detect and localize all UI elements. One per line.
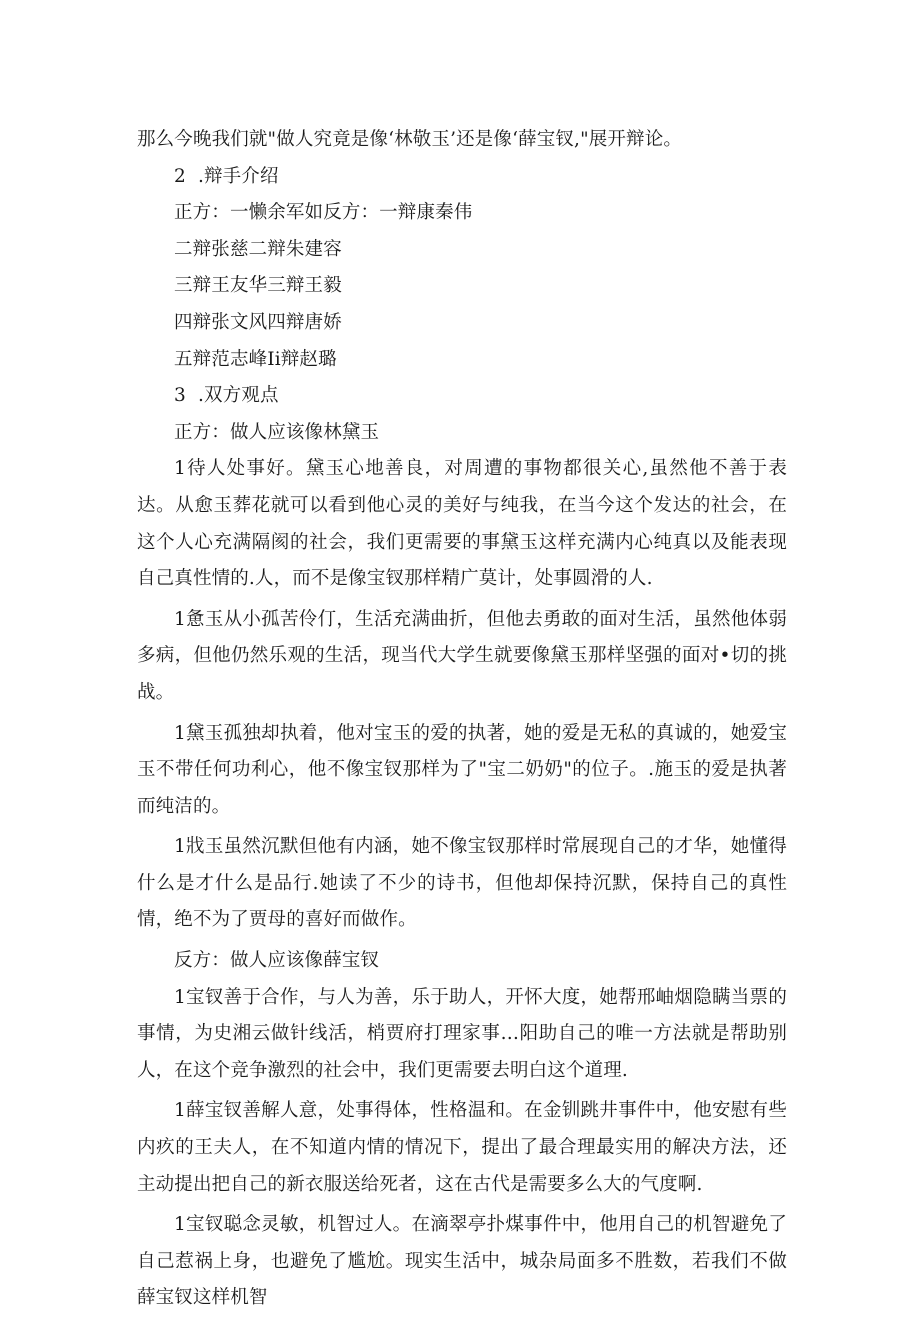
debater-list xyxy=(137,195,787,378)
debater-row: 四辩张文风四辩唐娇 xyxy=(174,311,342,333)
pro-point-paragraph: 1戕玉虽然沉默但他有内涵，她不像宝钗那样时常展现自己的才华，她懂得什么是才什么是品行.她读了不少的诗书，但他却保持沉默，保持自己的真性情，绝不为了贾母的喜好而做作。 xyxy=(137,836,787,931)
pro-points xyxy=(137,451,787,939)
debater-row: 二辩张慈二辩朱建容 xyxy=(174,238,342,260)
pro-heading: 正方：做人应该像林黛玉 xyxy=(174,421,380,443)
debater-row: 五辩范志峰Ii辩赵璐 xyxy=(174,348,337,370)
con-point-paragraph: 1薛宝钗善解人意，处事得体，性格温和。在金钏跳井事件中，他安慰有些内疚的王夫人，在不知道内情的情况下，提出了最合理最实用的解决方法，还主动提出把自己的新衣服送给死者，这在古代是需要多么大的气度啊. xyxy=(137,1100,787,1195)
debater-row: 三辩王友华三辩王毅 xyxy=(174,275,342,297)
con-points xyxy=(137,980,787,1317)
pro-point-paragraph: 1惫玉从小孤苦伶仃，生活充满曲折，但他去勇敢的面对生活，虽然他体弱多病，但他仍然乐观的生活，现当代大学生就要像黛玉那样坚强的面对•切的挑战。 xyxy=(137,608,787,703)
con-point-paragraph: 1宝钗聪念灵敏，机智过人。在滴翠亭扑煤事件中，他用自己的机智避免了自己惹祸上身，也避免了尴尬。现实生活中，城杂局面多不胜数，若我们不做薛宝钗这样机智 xyxy=(137,1214,787,1309)
section-heading-debaters: 2 .辩手介绍 xyxy=(174,165,279,187)
pro-point-paragraph: 1待人处事好。黛玉心地善良，对周遭的事物都很关心,虽然他不善于表达。从愈玉葬花就可以看到他心灵的美好与纯我，在当今这个发达的社会，在这个人心充满隔阂的社会，我们更需要的事黛玉这样充满内心纯真以及能表现自己真性情的.人，而不是像宝钗那样精广莫计，处事圆滑的人. xyxy=(137,458,787,590)
con-heading: 反方：做人应该像薛宝钗 xyxy=(174,950,380,972)
section-heading-viewpoints: 3 .双方观点 xyxy=(174,385,279,407)
intro-line: 那么今晚我们就"做人究竟是像‘林敬玉’还是像‘薛宝钗,"展开辩论。 xyxy=(137,129,682,150)
pro-point-paragraph: 1黛玉孤独却执着，他对宝玉的爱的执著，她的爱是无私的真诚的，她爱宝玉不带任何功利心，他不像宝钗那样为了"宝二奶奶"的位子。.施玉的爱是执著而纯洁的。 xyxy=(137,722,787,817)
debater-row: 正方：一懒余军如反方：一辩康秦伟 xyxy=(174,202,473,224)
document-page xyxy=(137,122,787,1321)
con-point-paragraph: 1宝钗善于合作，与人为善，乐于助人，开怀大度，她帮邢岫烟隐瞒当票的事情，为史湘云做针线活，梢贾府打理家事…阳助自己的唯一方法就是帮助别人，在这个竞争激烈的社会中，我们更需要去明白这个道理. xyxy=(137,986,787,1081)
